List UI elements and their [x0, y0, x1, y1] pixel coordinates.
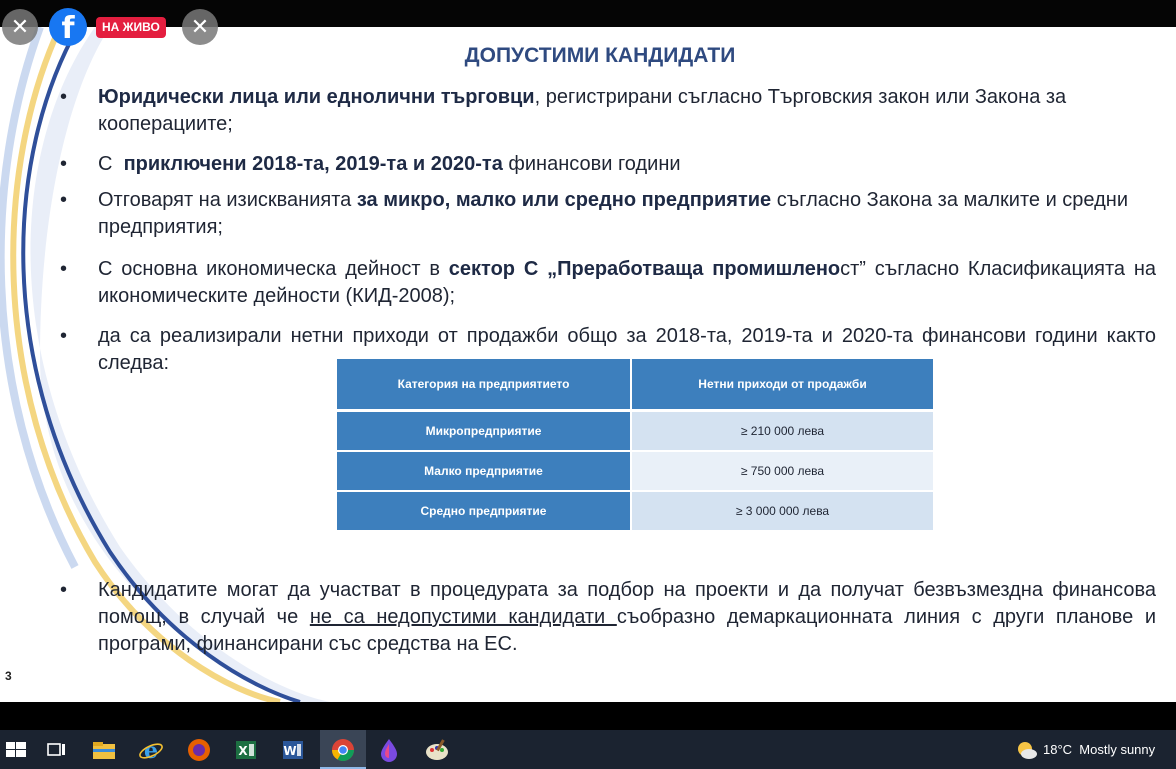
table-header-category: Категория на предприятието	[337, 359, 632, 412]
bullet-bold-text: сектор С „Преработваща промишлено	[448, 258, 841, 280]
bullet-bold-text: приключени 2018-та, 2019-та и 2020-та	[123, 153, 503, 175]
table-row	[337, 412, 933, 452]
table-cell-category: Малко предприятие	[337, 452, 632, 492]
bullet-text: ст” съгласно Класификацията на икономическите дейности (КИД-2008);	[98, 258, 1156, 307]
bullet-text: Отговарят на изискванията	[98, 189, 357, 211]
task-view-icon[interactable]	[43, 736, 71, 764]
bullet-text: финансови години	[502, 153, 681, 175]
table-header-row	[337, 359, 933, 412]
revenue-table	[337, 359, 933, 532]
table-cell-category: Микропредприятие	[337, 412, 632, 452]
facebook-icon[interactable]: f	[49, 8, 87, 46]
table-header-revenue: Нетни приходи от продажби	[632, 359, 933, 412]
table-cell-revenue: ≥ 750 000 лева	[632, 452, 933, 492]
table-cell-revenue: ≥ 210 000 лева	[632, 412, 933, 452]
taskbar	[0, 730, 1176, 769]
bullet-dot: •	[60, 579, 68, 601]
bullet-text: да са реализирали нетни приходи от продажби общо за 2018-та, 2019-та и 2020-та финансови години както следва:	[98, 325, 1156, 374]
bullet-bold-text: Юридически лица или еднолични търговци	[98, 86, 535, 108]
file-explorer-icon[interactable]	[90, 736, 118, 764]
internet-explorer-icon[interactable]	[137, 736, 165, 764]
table-cell-category: Средно предприятие	[337, 492, 632, 532]
table-row	[337, 492, 933, 532]
firefox-icon[interactable]	[185, 736, 213, 764]
live-badge: НА ЖИВО	[96, 17, 166, 38]
sun-cloud-icon[interactable]	[1013, 736, 1041, 764]
bullet-text: С	[98, 153, 124, 175]
bullet-dot: •	[60, 258, 68, 280]
slide-title: ДОПУСТИМИ КАНДИДАТИ	[464, 44, 736, 67]
presentation-slide	[0, 27, 1176, 702]
bullet-dot: •	[60, 325, 68, 347]
slide-page-number: 3	[5, 669, 12, 683]
letterbox-bar	[0, 702, 1176, 730]
top-bar	[0, 0, 1176, 27]
excel-icon[interactable]	[232, 736, 260, 764]
close-icon[interactable]: ✕	[2, 9, 38, 45]
table-row	[337, 452, 933, 492]
bullet-text: съобразно демаркационната линия с други планове и програми, финансирани със средства на ЕС.	[98, 606, 1156, 655]
bullet-dot: •	[60, 86, 68, 108]
bullet-eligibility-note	[60, 577, 1156, 658]
weather-status[interactable]: 18°C Mostly sunny	[1043, 742, 1156, 757]
bullet-text: съгласно Закона за малките и средни предприятия;	[98, 189, 1128, 238]
bullet-text: С основна икономическа дейност в	[98, 258, 449, 280]
bullet-economic-activity	[60, 256, 1156, 310]
bullet-bold-text: за микро, малко или средно предприятие	[356, 189, 772, 211]
bullet-legal-entities	[60, 84, 1156, 138]
windows-start-icon[interactable]	[2, 736, 30, 764]
bullet-dot: •	[60, 189, 68, 211]
bullet-enterprise-size	[60, 187, 1156, 241]
bullet-dot: •	[60, 153, 68, 175]
bullet-text: , регистрирани съгласно Търговския закон или Закона за кооперациите;	[98, 86, 1067, 135]
water-drop-icon[interactable]	[375, 736, 403, 764]
svg-text:W: W	[283, 744, 297, 758]
close-icon[interactable]: ✕	[182, 9, 218, 45]
bullet-text: Кандидатите могат да участват в процедурата за подбор на проекти и да получат безвъзмездна финансова помощ, в случай че	[98, 579, 1156, 628]
table-cell-revenue: ≥ 3 000 000 лева	[632, 492, 933, 532]
bullet-underlined-text: не са недопустими кандидати	[309, 606, 617, 628]
word-icon[interactable]	[279, 736, 307, 764]
svg-text:e: e	[144, 738, 158, 764]
bullet-fiscal-years	[60, 151, 1156, 178]
svg-text:X: X	[238, 744, 248, 758]
paint-icon[interactable]	[423, 736, 451, 764]
chrome-icon[interactable]	[329, 736, 357, 764]
